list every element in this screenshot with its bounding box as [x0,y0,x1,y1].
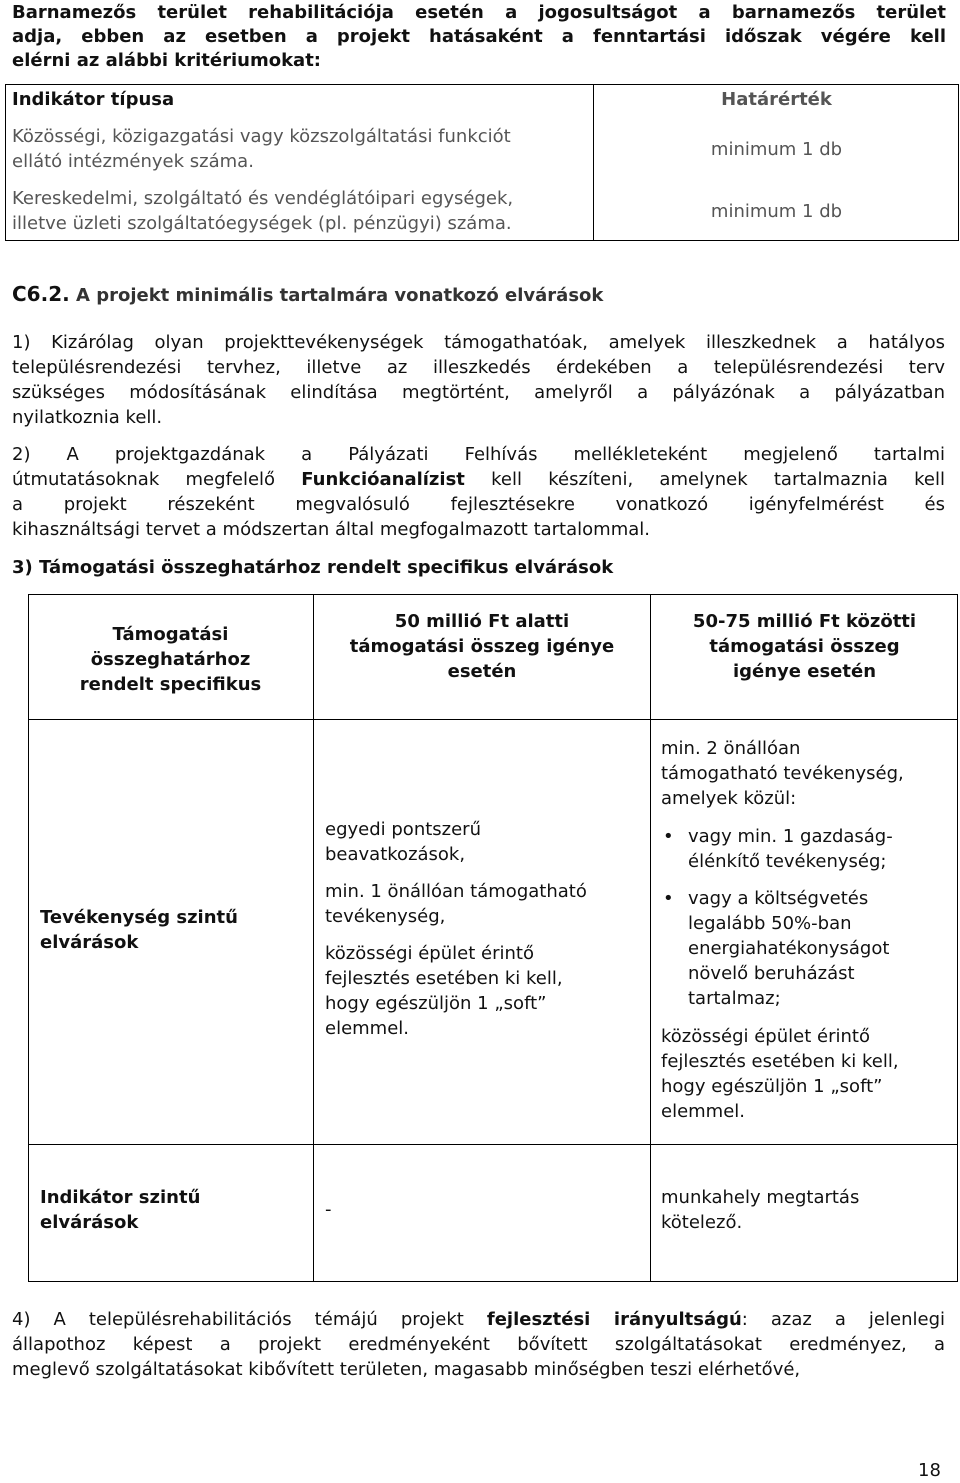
indicator-row-1-value: minimum 1 db [710,139,843,160]
indicator-level-right-line-1: munkahely megtartás [661,1187,860,1208]
right-bullet-1-line-1: • vagy min. 1 gazdaság- [688,826,893,847]
right-bullet-2-line-2: legalább 50%-ban [688,913,852,934]
p4-line-1 [12,1307,945,1332]
right-bullet-1 [661,824,956,874]
mid-b-line-1: min. 1 önállóan támogatható [325,881,587,902]
p4-line-1-a: 4) A településrehabilitációs témájú projekt [12,1309,487,1330]
intro-line-3: elérni az alábbi kritériumokat: [12,50,322,71]
header-col-3 [651,609,958,684]
page-number: 18 [918,1460,941,1481]
activity-level-label [40,905,238,955]
indicator-level-label-line-2: elvárások [40,1212,139,1233]
table2-row-divider-1 [28,719,958,720]
indicator-row-1-line-2: ellátó intézmények száma. [12,151,254,172]
mid-c-line-3: hogy egészüljön 1 „soft” [325,993,547,1014]
indicator-level-label-line-1: Indikátor szintű [40,1187,201,1208]
indicator-level-right-line-2: kötelező. [661,1212,743,1233]
p2-line-2-a: útmutatásoknak megfelelő [12,469,302,490]
p3-heading: 3) Támogatási összeghatárhoz rendelt specifikus elvárások [12,557,614,578]
section-number: C6.2. [12,282,70,306]
threshold-header: Határérték [721,89,832,110]
section-heading [12,282,603,308]
right-bullet-2-line-3: energiahatékonyságot [688,938,890,959]
indicator-row-2-line-1: Kereskedelmi, szolgáltató és vendéglátóipari egységek, [12,188,514,209]
indicator-type-header: Indikátor típusa [12,89,175,110]
header-col-3-line-1: 50-75 millió Ft közötti [692,611,917,632]
right-outro-line-3: hogy egészüljön 1 „soft” [661,1076,883,1097]
table2-col-divider-1 [313,594,314,1282]
mid-a-line-2: beavatkozások, [325,844,466,865]
p1-line-4: nyilatkoznia kell. [12,407,163,428]
intro-line-1: Barnamezős terület rehabilitációja esetén a jogosultságot a barnamezős terület [12,2,946,23]
mid-c-line-1: közösségi épület érintő [325,943,534,964]
header-col-1-line-3: rendelt specifikus [79,674,262,695]
p4-development-orientation: fejlesztési irányultságú [486,1309,742,1330]
p1-line-2: településrendezési tervhez, illetve az illeszkedés érdekében a településrendezési terv [12,357,945,378]
right-outro-line-4: elemmel. [661,1101,746,1122]
right-bullet-2 [661,886,956,1011]
right-bullet-2-line-4: növelő beruházást [688,963,855,984]
right-bullet-1-line-2: élénkítő tevékenység; [688,851,887,872]
indicator-row-2-value: minimum 1 db [710,201,843,222]
p1-line-1: 1) Kizárólag olyan projekttevékenységek támogathatóak, amelyek illeszkednek a hatályos [12,332,945,353]
right-intro-line-3: amelyek közül: [661,788,797,809]
p1-line-3: szükséges módosításának elindítása megtörtént, amelyről a pályázónak a pályázatban [12,382,945,403]
header-col-2-line-1: 50 millió Ft alatti [394,611,570,632]
right-intro-line-1: min. 2 önállóan [661,738,801,759]
table2-col-divider-2 [650,594,651,1282]
indicator-row-1-line-1: Közösségi, közigazgatási vagy közszolgáltatási funkciót [12,126,511,147]
indicator-level-under-50m: - [325,1199,332,1220]
header-col-2 [314,609,650,684]
header-col-1-line-2: összeghatárhoz [90,649,251,670]
p2-line-2-c: kell készíteni, amelynek tartalmaznia kell [464,469,945,490]
mid-c-line-4: elemmel. [325,1018,410,1039]
activity-level-label-line-2: elvárások [40,932,139,953]
mid-b-line-2: tevékenység, [325,906,446,927]
header-col-1 [28,622,313,697]
right-outro-line-1: közösségi épület érintő [661,1026,870,1047]
p2-line-1: 2) A projektgazdának a Pályázati Felhívás mellékleteként megjelenő tartalmi [12,444,945,465]
p4-line-1-c: : azaz a jelenlegi [741,1309,945,1330]
activity-level-50-75m [661,736,956,1124]
table2-row-divider-2 [28,1144,958,1145]
p2-line-4: kihasználtsági tervet a módszertan által megfogalmazott tartalommal. [12,519,650,540]
indicator-level-50-75m [661,1185,859,1235]
right-bullet-list [661,824,956,1011]
mid-c-line-2: fejlesztés esetében ki kell, [325,968,563,989]
section-title: A projekt minimális tartalmára vonatkozó elvárások [76,285,604,306]
indicator-row-2-line-2: illetve üzleti szolgáltatóegységek (pl. pénzügyi) száma. [12,213,512,234]
activity-level-under-50m [325,817,645,1041]
right-intro-line-2: támogatható tevékenység, [661,763,904,784]
header-col-2-line-2: támogatási összeg igénye [349,636,615,657]
right-bullet-2-line-1: • vagy a költségvetés [688,888,869,909]
p2-line-3: a projekt részeként megvalósuló fejlesztésekre vonatkozó igényfelmérést és [12,494,945,515]
activity-level-label-line-1: Tevékenység szintű [40,907,238,928]
intro-line-2: adja, ebben az esetben a projekt hatásaként a fenntartási időszak végére kell [12,26,946,47]
header-col-3-line-3: igénye esetén [732,661,877,682]
right-outro-line-2: fejlesztés esetében ki kell, [661,1051,899,1072]
mid-a-line-1: egyedi pontszerű [325,819,481,840]
right-bullet-2-line-5: tartalmaz; [688,988,781,1009]
p2-functional-analysis: Funkcióanalízist [301,469,465,490]
p4-line-3: meglevő szolgáltatásokat kibővített területen, magasabb minőségben teszi elérhetővé, [12,1359,801,1380]
p4-line-2: állapothoz képest a projekt eredményeként bővített szolgáltatásokat eredményez, a [12,1334,945,1355]
header-col-3-line-2: támogatási összeg [709,636,900,657]
p2-line-2 [12,467,945,492]
header-col-2-line-3: esetén [447,661,517,682]
header-col-1-line-1: Támogatási [112,624,229,645]
indicator-level-label [40,1185,200,1235]
